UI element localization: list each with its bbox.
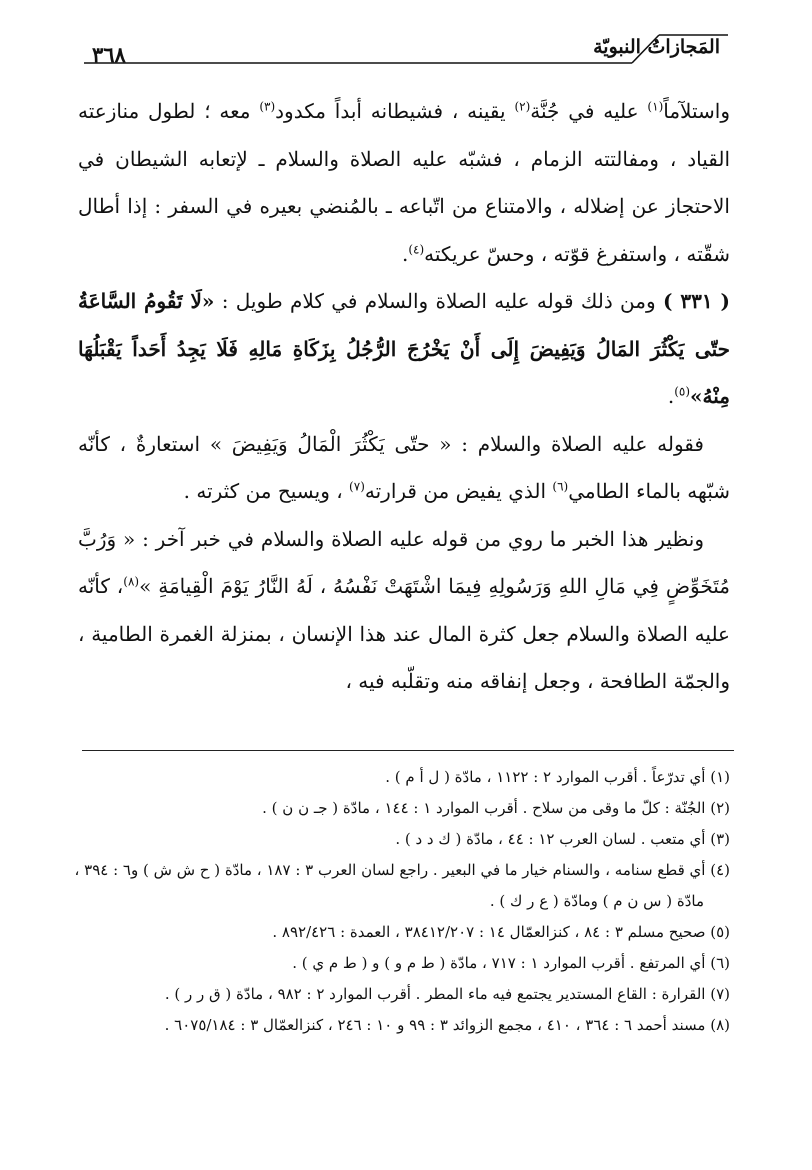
- paragraph-3: [78, 421, 730, 516]
- footnote-continuation: مادّة ( س ن م ) ومادّة ( ع ر ك ) .: [489, 892, 704, 910]
- footnote-number: (٤): [710, 861, 730, 879]
- footnote-number: (١): [710, 768, 730, 786]
- footnote-text: القرارة : القاع المستدير يجتمع فيه ماء المطر . أقرب الموارد ٢ : ٩٨٢ ، مادّة ( ق ر ر ) .: [164, 985, 706, 1003]
- text-segment: ، ويسيح من كثرته .: [183, 479, 350, 503]
- footnote-text: الجُنّة : كلّ ما وقى من سلاح . أقرب الموارد ١ : ١٤٤ ، مادّة ( جـ ن ن ) .: [262, 799, 706, 817]
- text-segment: واستلآماً: [663, 99, 730, 123]
- page-header: [84, 28, 728, 80]
- footnote-text: صحيح مسلم ٣ : ٨٤ ، كنزالعمّال ١٤ : ٣٨٤١٢/٢٠٧ ، العمدة : ٨٩٢/٤٢٦ .: [272, 923, 706, 941]
- footnote-item: [78, 948, 730, 979]
- text-segment: .: [401, 241, 409, 266]
- footnote-text: أي متعب . لسان العرب ١٢ : ٤٤ ، مادّة ( ك د د ) .: [395, 830, 706, 848]
- footnote-ref[interactable]: (٣): [259, 99, 276, 114]
- footnote-number: (٨): [710, 1016, 730, 1034]
- text-segment: فقوله عليه الصلاة والسلام : « حتّى يَكْثُرَ الْمَالُ وَيَفِيضَ » استعارةٌ ، كأنّه شبّهه بالماء الطامي: [78, 431, 730, 503]
- paragraph-4: [78, 516, 730, 706]
- footnote-number: (٥): [710, 923, 730, 941]
- footnote-item: [78, 917, 730, 948]
- text-segment: ونظير هذا الخبر ما روي من قوله عليه الصلاة والسلام في خبر آخر : « وَرُبَّ مُتَخَوِّضٍ فِي مَالِ اللهِ وَرَسُولِهِ فِيمَا اشْتَهَتْ نَفْسُهُ ، لَهُ النَّارُ يَوْمَ الْقِيامَةِ »: [78, 526, 730, 598]
- footnote-ref[interactable]: (٦): [552, 479, 569, 494]
- footnote-ref[interactable]: (١): [647, 99, 664, 114]
- footnote-separator: [82, 750, 734, 751]
- footnote-text: أي المرتفع . أقرب الموارد ١ : ٧١٧ ، مادّة ( ط م و ) و ( ط م ي ) .: [292, 954, 706, 972]
- text-segment: عليه في جُنَّة: [530, 99, 648, 123]
- footnotes: [74, 762, 730, 1041]
- footnote-ref[interactable]: (٨): [123, 574, 140, 589]
- footnote-number: (٢): [710, 799, 730, 817]
- footnote-text: أي قطع سنامه ، والسنام خيار ما في البعير . راجع لسان العرب ٣ : ١٨٧ ، مادّة ( ح ش ش ) و٦ : ٣٩٤ ،: [74, 861, 706, 879]
- footnote-text: أي تدرّعاً . أقرب الموارد ٢ : ١١٢٢ ، مادّة ( ل أ م ) .: [385, 768, 706, 786]
- text-segment: يقينه ، فشيطانه أبداً مكدود: [275, 99, 515, 123]
- text-segment: ، كأنّه عليه الصلاة والسلام جعل كثرة المال عند هذا الإنسان ، بمنزلة الغمرة الطامية ، والجمّة الطافحة ، وجعل إنفاقه منه وتقلّبه فيه ،: [78, 574, 730, 693]
- text-segment: .: [667, 384, 675, 408]
- footnote-number: (٧): [710, 985, 730, 1003]
- main-text: [78, 88, 730, 706]
- footnote-item: [74, 855, 730, 886]
- text-segment: الذي يفيض من قرارته: [364, 479, 553, 503]
- footnote-ref[interactable]: (٢): [514, 99, 531, 114]
- running-title: المَجازاتُ النبويّة: [593, 36, 720, 58]
- entry-number: ( ٣٣١ ): [662, 289, 730, 313]
- footnote-ref[interactable]: (٥): [674, 384, 691, 399]
- footnote-item: [78, 824, 730, 855]
- footnote-number: (٣): [710, 830, 730, 848]
- footnote-ref[interactable]: (٤): [408, 241, 425, 256]
- footnote-item: [78, 793, 730, 824]
- footnote-item: [78, 1010, 730, 1041]
- paragraph-2: [78, 278, 730, 421]
- text-segment: معه ؛ لطول منازعته القياد ، ومفالتته الزمام ، فشبّه عليه الصلاة والسلام ـ لإتعابه الشيطان في الاحتجاز عن إضلاله ، والامتناع من اتّباعه ـ بالمُنضي بعيره في السفر : إذا أطال شقّته ، واستفرغ قوّته ، وحسّ عريكته: [78, 99, 730, 266]
- footnote-ref[interactable]: (٧): [349, 479, 365, 494]
- footnote-text: مسند أحمد ٦ : ٣٦٤ ، ٤١٠ ، مجمع الزوائد ٣ : ٩٩ و ١٠ : ٢٤٦ ، كنزالعمّال ٣ : ٦٠٧٥/١٨٤ .: [164, 1016, 706, 1034]
- footnote-item: [78, 979, 730, 1010]
- page-number: ٣٦٨: [92, 42, 126, 67]
- footnote-number: (٦): [710, 954, 730, 972]
- text-segment: ومن ذلك قوله عليه الصلاة والسلام في كلام طويل :: [214, 289, 663, 313]
- paragraph-1: [78, 88, 730, 278]
- footnote-item: [78, 762, 730, 793]
- hadith-quote: «لَا تَقُومُ السَّاعَةُ حتّى يَكْثُرَ المَالُ وَيَفِيضَ إِلَى أَنْ يَخْرُجَ الرُّجُلُ بِزَكَاةِ مَالِهِ فَلَا يَجِدُ أَحَداً يَقْبَلُهَا مِنْهُ»: [78, 289, 730, 408]
